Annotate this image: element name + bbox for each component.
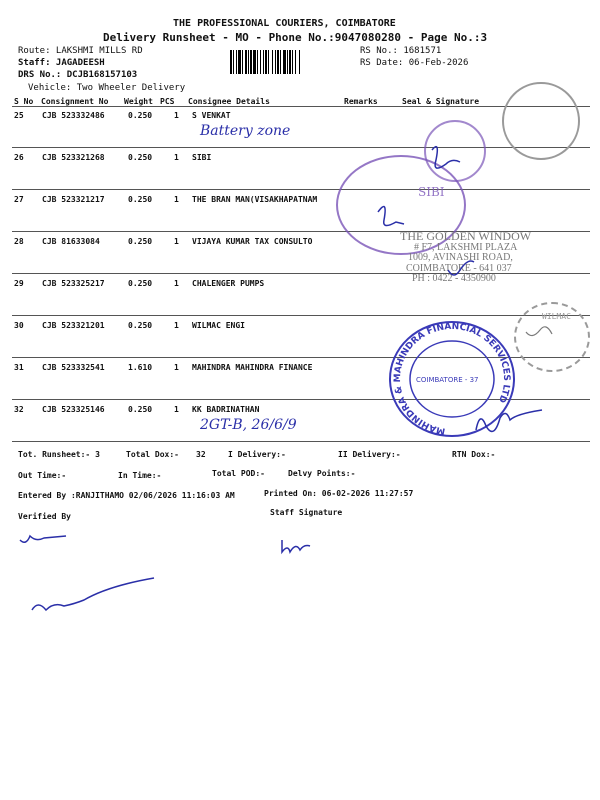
rs-date: RS Date: 06-Feb-2026	[360, 58, 469, 68]
barcode	[230, 50, 356, 74]
svg-text:MAHINDRA & MAHINDRA FINANCIAL: MAHINDRA & MAHINDRA FINANCIAL SERVICES LTD	[392, 321, 512, 436]
row-sno: 28	[14, 237, 24, 246]
barcode-bar	[277, 50, 279, 74]
col-consignee: Consignee Details	[188, 97, 270, 106]
company-title: THE PROFESSIONAL COURIERS, COIMBATORE	[173, 18, 396, 29]
printed-on: Printed On: 06-02-2026 11:27:57	[264, 489, 414, 498]
barcode-bar	[236, 50, 237, 74]
row-sno: 25	[14, 111, 24, 120]
row-divider	[12, 189, 590, 190]
col-pcs: PCS	[160, 97, 175, 106]
barcode-bar	[248, 50, 249, 74]
row-pcs: 1	[174, 363, 179, 372]
barcode-bar	[238, 50, 241, 74]
barcode-bar	[287, 50, 288, 74]
gw-line-5: PH : 0422 - 4350900	[412, 273, 496, 285]
row-pcs: 1	[174, 195, 179, 204]
barcode-bar	[260, 50, 261, 74]
row-sno: 26	[14, 153, 24, 162]
rtn-dox: RTN Dox:-	[452, 450, 496, 459]
vehicle-label: Vehicle: Two Wheeler Delivery	[28, 83, 186, 93]
barcode-bar	[292, 50, 293, 74]
mahindra-stamp	[388, 320, 516, 438]
i-delivery: I Delivery:-	[228, 450, 286, 459]
row-weight: 0.250	[128, 279, 153, 288]
barcode-graphic	[230, 50, 356, 74]
row-pcs: 1	[174, 321, 179, 330]
row-divider	[12, 147, 590, 148]
row-sno: 29	[14, 279, 24, 288]
row-consignment: CJB 523321217	[42, 195, 105, 204]
barcode-bar	[299, 50, 300, 74]
col-weight: Weight	[124, 97, 153, 106]
gw-line-4: COIMBATORE - 641 037	[406, 262, 512, 274]
svg-text:COIMBATORE - 37: COIMBATORE - 37	[416, 376, 479, 384]
staff-label: Staff: JAGADEESH	[18, 58, 105, 68]
row-consignment: CJB 81633084	[42, 237, 100, 246]
row-weight: 1.610	[128, 363, 153, 372]
total-pod: Total POD:-	[212, 469, 265, 478]
barcode-bar	[257, 50, 258, 74]
row-sno: 32	[14, 405, 24, 414]
row-sno: 30	[14, 321, 24, 330]
gw-line-3: 1009, AVINASHI ROAD,	[408, 252, 513, 264]
row-handwritten-note: 2GT-B, 26/6/9	[200, 417, 297, 433]
barcode-bar	[263, 50, 264, 74]
route-label: Route: LAKSHMI MILLS RD	[18, 46, 143, 56]
barcode-bar	[268, 50, 269, 74]
mahindra-stamp-graphic	[388, 320, 516, 438]
barcode-bar	[265, 50, 267, 74]
row-consignee: WILMAC ENGI	[192, 321, 245, 330]
row-consignment: CJB 523325146	[42, 405, 105, 414]
wilmac-stamp-text: WILMAC	[542, 312, 571, 321]
row-weight: 0.250	[128, 321, 153, 330]
row-consignee: THE BRAN MAN(VISAKHAPATNAM	[192, 195, 318, 204]
total-dox-label: Total Dox:-	[126, 450, 179, 459]
rs-number: RS No.: 1681571	[360, 46, 442, 56]
row-handwritten-note: Battery zone	[200, 123, 291, 139]
row-pcs: 1	[174, 111, 179, 120]
row-consignee: MAHINDRA MAHINDRA FINANCE	[192, 363, 313, 372]
row-weight: 0.250	[128, 405, 153, 414]
barcode-bar	[245, 50, 247, 74]
col-remarks: Remarks	[344, 97, 378, 106]
barcode-bar	[272, 50, 273, 74]
row-consignment: CJB 523321201	[42, 321, 105, 330]
barcode-bar	[283, 50, 286, 74]
drs-number: DRS No.: DCJB168157103	[18, 70, 138, 80]
col-consignment: Consignment No	[41, 97, 109, 106]
barcode-bar	[295, 50, 296, 74]
tot-runsheet: Tot. Runsheet:- 3	[18, 450, 100, 459]
barcode-bar	[250, 50, 252, 74]
col-sno: S No	[14, 97, 34, 106]
verified-signature-2	[32, 578, 154, 610]
barcode-bar	[230, 50, 232, 74]
delvy-points: Delvy Points:-	[288, 469, 356, 478]
row-weight: 0.250	[128, 111, 153, 120]
row-consignee: SIBI	[192, 153, 212, 162]
col-seal-signature: Seal & Signature	[402, 97, 480, 106]
row-consignment: CJB 523332486	[42, 111, 105, 120]
gw-line-2: # F7, LAKSHMI PLAZA	[414, 241, 518, 253]
sibi-stamp-text: SIBI	[418, 185, 445, 199]
in-time: In Time:-	[118, 471, 162, 480]
verified-signature-1	[20, 536, 66, 542]
out-time: Out Time:-	[18, 471, 67, 480]
staff-signature-label: Staff Signature	[270, 508, 343, 517]
row-consignment: CJB 523321268	[42, 153, 105, 162]
row-pcs: 1	[174, 153, 179, 162]
entered-by: Entered By :RANJITHAMO 02/06/2026 11:16:03 AM	[18, 491, 235, 500]
barcode-bar	[233, 50, 234, 74]
barcode-bar	[280, 50, 281, 74]
row-weight: 0.250	[128, 153, 153, 162]
row-pcs: 1	[174, 405, 179, 414]
top-right-stamp	[502, 82, 580, 160]
barcode-bar	[275, 50, 276, 74]
verified-by-label: Verified By	[18, 512, 71, 521]
total-dox-value: 32	[196, 450, 206, 459]
row-consignee: VIJAYA KUMAR TAX CONSULTO	[192, 237, 313, 246]
row-divider	[12, 315, 590, 316]
row-weight: 0.250	[128, 195, 153, 204]
ii-delivery: II Delivery:-	[338, 450, 401, 459]
barcode-bar	[253, 50, 256, 74]
row-weight: 0.250	[128, 237, 153, 246]
row-consignee: S VENKAT	[192, 111, 231, 120]
row-pcs: 1	[174, 237, 179, 246]
row-pcs: 1	[174, 279, 179, 288]
row-divider	[12, 441, 590, 442]
staff-signature-mark	[282, 540, 310, 552]
violet-stamp	[424, 120, 486, 182]
row-sno: 27	[14, 195, 24, 204]
row-consignee: CHALENGER PUMPS	[192, 279, 265, 288]
barcode-bar	[289, 50, 291, 74]
row-consignee: KK BADRINATHAN	[192, 405, 260, 414]
barcode-bar	[242, 50, 243, 74]
wilmac-stamp	[514, 302, 590, 372]
row-consignment: CJB 523332541	[42, 363, 105, 372]
gw-line-1: THE GOLDEN WINDOW	[400, 229, 532, 243]
golden-window-stamp	[400, 230, 531, 285]
runsheet-subtitle: Delivery Runsheet - MO - Phone No.:9047080280 - Page No.:3	[103, 31, 488, 44]
row-sno: 31	[14, 363, 24, 372]
row-consignment: CJB 523325217	[42, 279, 105, 288]
